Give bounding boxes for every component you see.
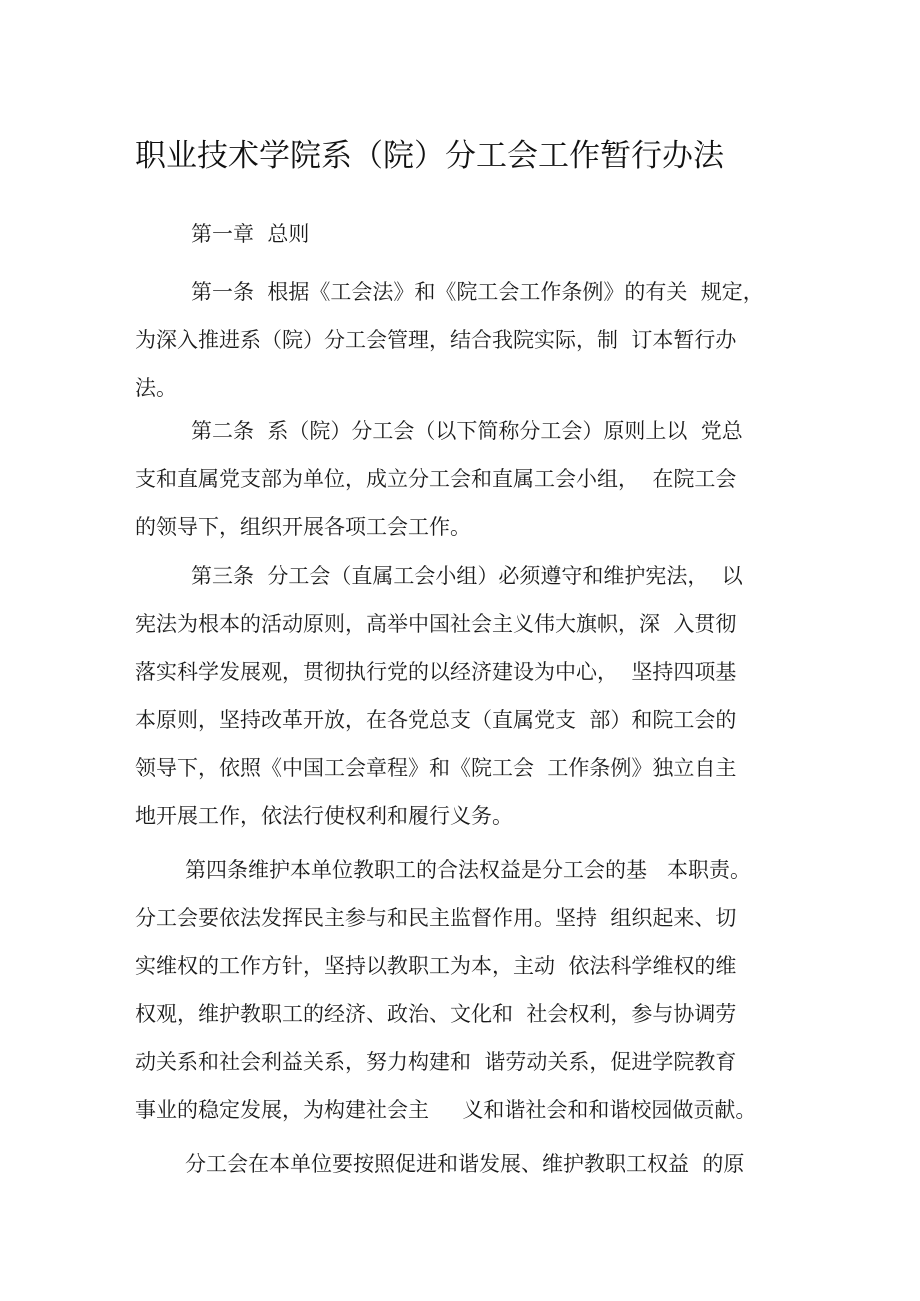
chapter-heading: 第一章 总则	[191, 222, 310, 246]
paragraph-line: 宪法为根本的活动原则，高举中国社会主义伟大旗帜，深 入贯彻	[135, 612, 737, 636]
paragraph-line: 第四条维护本单位教职工的合法权益是分工会的基 本职责。	[185, 858, 752, 882]
paragraph-line: 动关系和社会利益关系，努力构建和 谐劳动关系，促进学院教育	[135, 1050, 737, 1074]
paragraph-line: 的领导下，组织开展各项工会工作。	[135, 515, 471, 539]
paragraph-line: 第三条 分工会（直属工会小组）必须遵守和维护宪法， 以	[191, 564, 743, 588]
paragraph-line: 法。	[135, 376, 177, 400]
paragraph-line: 实维权的工作方针，坚持以教职工为本，主动 依法科学维权的维	[135, 954, 737, 978]
paragraph-line: 地开展工作，依法行使权利和履行义务。	[135, 804, 513, 828]
paragraph-line: 为深入推进系（院）分工会管理，结合我院实际，制 订本暂行办	[135, 328, 737, 352]
document-title: 职业技术学院系（院）分工会工作暂行办法	[135, 138, 724, 174]
paragraph-line: 权观，维护教职工的经济、政治、文化和 社会权利，参与协调劳	[135, 1002, 737, 1026]
paragraph-line: 分工会在本单位要按照促进和谐发展、维护教职工权益 的原	[185, 1152, 745, 1176]
paragraph-line: 落实科学发展观，贯彻执行党的以经济建设为中心， 坚持四项基	[135, 660, 737, 684]
paragraph-line: 分工会要依法发挥民主参与和民主监督作用。坚持 组织起来、切	[135, 906, 737, 930]
paragraph-line: 支和直属党支部为单位，成立分工会和直属工会小组， 在院工会	[135, 467, 737, 491]
paragraph-line: 本原则，坚持改革开放，在各党总支（直属党支 部）和院工会的	[135, 708, 737, 732]
paragraph-line: 事业的稳定发展，为构建社会主 义和谐社会和和谐校园做贡献。	[135, 1098, 757, 1122]
paragraph-line: 领导下，依照《中国工会章程》和《院工会 工作条例》独立自主	[135, 756, 737, 780]
paragraph-line: 第二条 系（院）分工会（以下简称分工会）原则上以 党总	[191, 419, 743, 443]
paragraph-line: 第一条 根据《工会法》和《院工会工作条例》的有关 规定，	[191, 280, 764, 304]
